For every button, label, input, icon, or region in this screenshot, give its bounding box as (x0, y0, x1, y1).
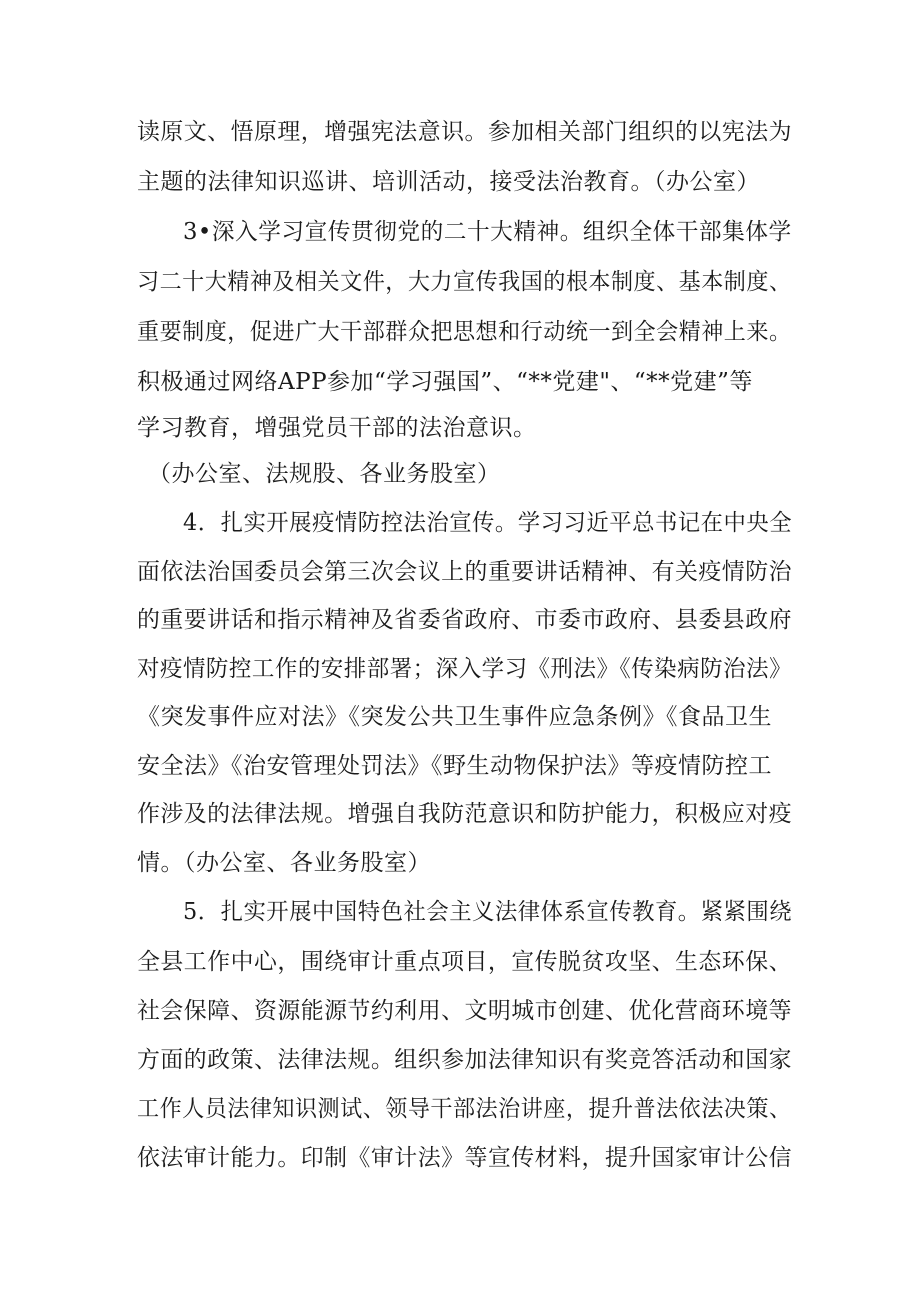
department-note: （办公室、法规股、各业务股室） (148, 461, 501, 487)
paragraph-5-start: 5．扎实开展中国特色社会主义法律体系宣传教育。紧紧围绕 (183, 899, 793, 925)
text-line: 对疫情防控工作的安排部署；深入学习《刑法》《传染病防治法》 (137, 656, 792, 682)
text-line: 依法审计能力。印制《审计法》等宣传材料，提升国家审计公信 (137, 1145, 792, 1171)
text-line: 学习教育，增强党员干部的法治意识。 (137, 415, 537, 441)
paragraph-3-start: 3•深入学习宣传贯彻党的二十大精神。组织全体干部集体学 (183, 219, 792, 245)
text-line: 习二十大精神及相关文件，大力宣传我国的根本制度、基本制度、 (137, 269, 792, 295)
text-line: 情。（办公室、各业务股室） (137, 850, 431, 876)
text-line: 《突发事件应对法》《突发公共卫生事件应急条例》《食品卫生 (137, 704, 772, 730)
text-line: 读原文、悟原理，增强宪法意识。参加相关部门组织的以宪法为 (137, 119, 792, 145)
text-line: 的重要讲话和指示精神及省委省政府、市委市政府、县委县政府 (137, 607, 792, 633)
paragraph-4-start: 4．扎实开展疫情防控法治宣传。学习习近平总书记在中央全 (183, 510, 793, 536)
text-line: 重要制度，促进广大干部群众把思想和行动统一到全会精神上来。 (137, 319, 792, 345)
text-line: 全县工作中心，围绕审计重点项目，宣传脱贫攻坚、生态环保、 (137, 949, 792, 975)
text-line: 面依法治国委员会第三次会议上的重要讲话精神、有关疫情防治 (137, 559, 792, 585)
text-line: 社会保障、资源能源节约利用、文明城市创建、优化营商环境等 (137, 998, 792, 1024)
text-line: 方面的政策、法律法规。组织参加法律知识有奖竞答活动和国家 (137, 1047, 792, 1073)
text-line: 积极通过网络APP参加“学习强国”、“**党建"、“**党建”等 (137, 369, 753, 395)
text-line: 作涉及的法律法规。增强自我防范意识和防护能力，积极应对疫 (137, 801, 792, 827)
text-line: 安全法》《治安管理处罚法》《野生动物保护法》等疫情防控工 (137, 753, 772, 779)
text-line: 主题的法律知识巡讲、培训活动，接受法治教育。（办公室） (137, 169, 760, 195)
text-line: 工作人员法律知识测试、领导干部法治讲座，提升普法依法决策、 (137, 1096, 792, 1122)
